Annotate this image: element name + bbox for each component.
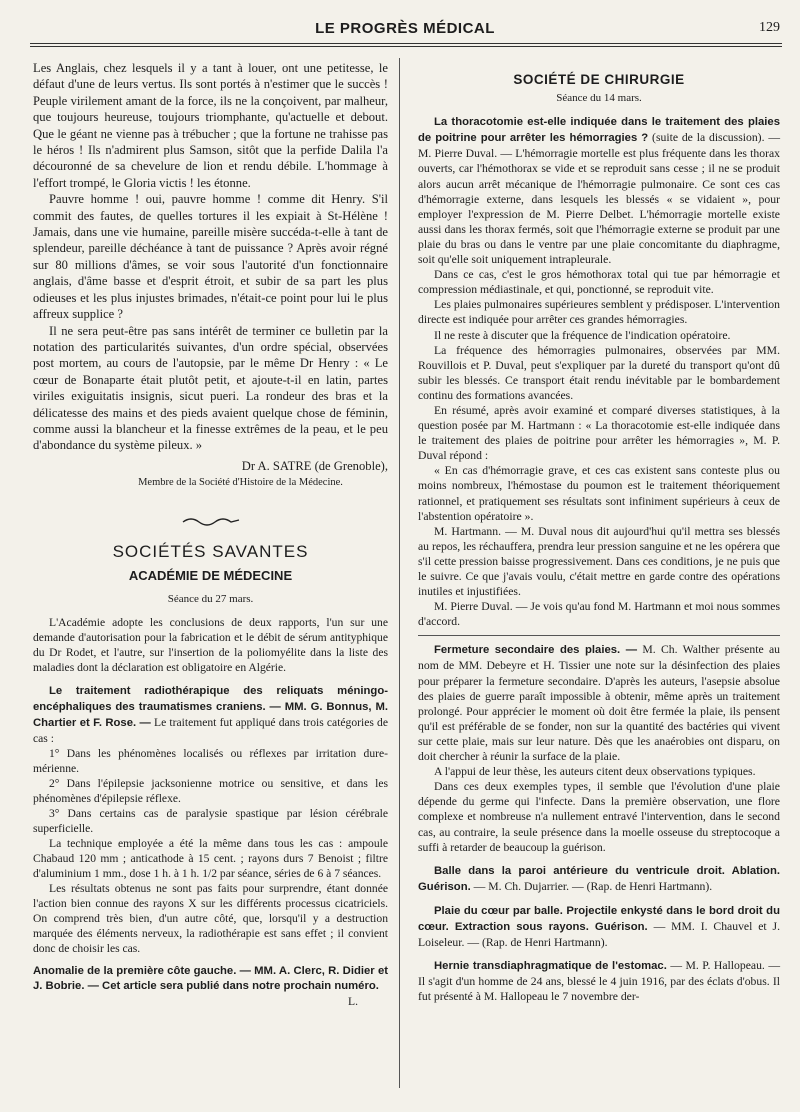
column-divider xyxy=(399,58,400,1088)
header-rule xyxy=(30,43,782,44)
right-column xyxy=(418,60,780,1004)
paragraph: Pauvre homme ! oui, pauvre homme ! comme dit Henry. S'il commit des fautes, de quelles tortures il les expiait à St-Hélène ! Jamais, dans une vie humaine, pareille misère succéda-t-elle à tant de splendeur, pareille déchéance à tant de puissance ? Après avoir régné sur 80 millions d'âmes, se voir sous l'autorité d'un fonctionnaire anglais, d'âme basse et d'esprit étroit, et subir de sa part les plus odieuses et les plus injustes brimades, n'était-ce point pour lui le plus affreux supplice ? xyxy=(33,192,388,322)
article-title: Hernie transdiaphragmatique de l'estomac. xyxy=(434,960,667,973)
article-title: La thoracotomie est-elle indiquée dans le traitement des plaies de poitrine pour arrêter les hémorragies ? xyxy=(418,116,780,145)
article xyxy=(418,958,780,1004)
article xyxy=(418,114,780,267)
article xyxy=(33,964,388,994)
paragraph: M. Pierre Duval. — Je vois qu'au fond M. Hartmann et moi nous sommes d'accord. xyxy=(418,600,780,629)
paragraph: Les résultats obtenus ne sont pas faits pour surprendre, étant donnée l'action bien connue des rayons X sur les différents processus cicatriciels. On comprend très bien, d'un autre côté, que, lorsqu'il y a destruction marquée des éléments nerveux, la radiothérapie est sans effet ; il convient donc de choisir les cas. xyxy=(33,882,388,956)
article-title: Anomalie de la première côte gauche. — MM. A. Clerc, R. Didier et J. Bobrie. — Cet article sera publié dans notre prochain numéro. xyxy=(33,965,388,993)
article-title: Le traitement radiothérapique des reliquats méningo-encéphaliques des traumatismes craniens. — MM. G. Bonnus, M. Chartier et F. Rose. — xyxy=(33,685,388,730)
left-column xyxy=(33,60,388,1009)
author-affiliation: Membre de la Société d'Histoire de la Médecine. xyxy=(138,477,343,489)
article-text: M. Ch. Walther présente au nom de MM. Debeyre et H. Tissier une note sur la désinfection des plaies pour préparer la fermeture secondaire. D'après les auteurs, l'asepsie absolue des plaies de guerre paraît impossible à obtenir, même après un traitement prolongé. Pour apprécier le moment où doit être fermée la plaie, ils pensent qu'il est préférable de se fonder, non sur la quantité des bactéries qui vivent sur cette plaie, mais sur leur nature. Dès que les anaérobies ont disparu, on doit chercher à réunir la surface de la plaie. xyxy=(418,643,780,764)
article-title: Plaie du cœur par balle. Projectile enkysté dans le bord droit du cœur. Extraction sous rayons. Guérison. xyxy=(418,904,780,933)
article-text: — MM. I. Chauvel et J. Loiseleur. — (Rap. de Henri Hartmann). xyxy=(418,919,781,950)
list-item: 2° Dans l'épilepsie jacksonienne motrice ou sensitive, et dans les phénomènes d'épilepsie réflexe. xyxy=(33,777,388,806)
article-text: Le traitement fut appliqué dans trois catégories de cas : xyxy=(33,716,388,746)
article-title: Balle dans la paroi antérieure du ventricule droit. Ablation. Guérison. xyxy=(418,864,780,893)
article-signature: L. xyxy=(348,995,358,1009)
article-text: — M. Ch. Dujarrier. — (Rap. de Henri Hartmann). xyxy=(473,879,713,893)
article-text: M. Pierre Duval. — L'hémorragie mortelle est plus fréquente dans les thorax ouverts, car l'hémothorax se vide et se reproduit sans cesse ; il ne se produit alors aucun arrêt mécanique de l'hémorragie pulmonaire. Ce sont ces cas d'hémorragie externe, dans lesquels les blessés « se vidaient », pour employer l'expression de M. Pierre Delbet. L'hémorragie mortelle existe aussi dans les thorax fermés, soit que l'hémorragie externe se produit par une plaie du bras ou dans le ventre par une plaie concomitante du diaphragme, soit qu'elle soit uniquement intrapleurale. xyxy=(418,147,780,267)
article xyxy=(418,863,780,895)
article xyxy=(418,642,780,764)
paragraph: L'Académie adopte les conclusions de deux rapports, l'un sur une demande d'autorisation pour la fabrication et le débit de sérum antityphique du Dr Rodet, et l'autre, sur l'insertion de la poliomyélite dans la liste des maladies dont la déclaration est obligatoire en Algérie. xyxy=(33,616,388,675)
paragraph: « En cas d'hémorragie grave, et ces cas existent sans conteste plus ou moins nombreux, l'hémostase du poumon est le traitement théoriquement rationnel, et pratiquement ses résultats sont infiniment supérieurs à ceux de l'abstention opératoire ». xyxy=(418,464,780,523)
article-title: Fermeture secondaire des plaies. — xyxy=(434,644,638,657)
journal-title: LE PROGRÈS MÉDICAL xyxy=(315,20,495,37)
seance-date: Séance du 14 mars. xyxy=(556,92,642,105)
section-title: SOCIÉTÉS SAVANTES xyxy=(112,541,309,561)
paragraph: Il ne reste à discuter que la fréquence de l'indication opératoire. xyxy=(434,328,731,342)
paragraph: Les Anglais, chez lesquels il y a tant à louer, ont une petitesse, le défaut d'une de leurs vertus. Ils sont portés à n'estimer que le succès ! Peuple virilement amant de la force, ils ne la conçoivent, par malheur, que toujours heureuse, toujours triomphante, qu'actuelle et debout. Que le géant ne vienne pas à trébucher ; que la fortune ne trahisse pas le héros ! Ils n'admirent plus Samson, sitôt que la perfide Dalila l'a découronné de sa chevelure de lion et rendu débile. L'hommage à l'effort trompé, le Gloria victis ! les étonne. xyxy=(33,61,388,190)
paragraph: En résumé, après avoir examiné et comparé diverses statistiques, à la question posée par M. Hartmann : « La thoracotomie est-elle indiquée dans le traitement des plaies de poitrine pour arrêter les hémorragies », M. P. Duval répond : xyxy=(418,403,780,463)
paragraph: Il ne sera peut-être pas sans intérêt de terminer ce bulletin par la notation des particularités suivantes, d'un ordre spécial, observées post mortem, au cours de l'autopsie, par le même Dr Henry : « Le cœur de Bonaparte était plutôt petit, et ajoute-t-il en latin, partes viriles exiguitatis insignis, sicut pueri. La rondeur des bras et la délicatesse des mains et des pieds avaient quelque chose de féminin, comme aussi la blancheur et la finesse extrêmes de la peau, et le peu d'abondance du système pileux. » xyxy=(33,323,388,453)
header-rule-2 xyxy=(30,46,782,47)
seance-date: Séance du 27 mars. xyxy=(167,592,254,605)
paragraph: A l'appui de leur thèse, les auteurs citent deux observations typiques. xyxy=(434,765,756,779)
paragraph: Les plaies pulmonaires supérieures semblent y prédisposer. L'intervention directe est indiquée pour arrêter ces grandes hémorragies. xyxy=(418,298,780,327)
paragraph: M. Hartmann. — M. Duval nous dit aujourd'hui qu'il mettra ses blessés au repos, les réchauffera, prendra leur pression sanguine et ne les opérera que s'il cette pression baisse progressivement. Dans ces conditions, je ne puis que le suivre. Ce que j'avais voulu, c'était mettre en garde contre des opérations inutiles et injustifiées. xyxy=(418,524,780,599)
author-signature: Dr A. SATRE (de Grenoble), xyxy=(241,458,388,473)
list-item: 3° Dans certains cas de paralysie spastique par lésion cérébrale superficielle. xyxy=(33,807,388,836)
section-title: SOCIÉTÉ DE CHIRURGIE xyxy=(513,72,685,87)
subsection-title: ACADÉMIE DE MÉDECINE xyxy=(128,568,293,584)
page-header xyxy=(30,18,780,42)
paragraph: Dans ce cas, c'est le gros hémothorax total qui tue par hémorragie et compression médiastinale, et qui, ponctionné, se reproduit vite. xyxy=(418,268,780,297)
paragraph: La fréquence des hémorragies pulmonaires, observées par MM. Rouvillois et P. Duval, peut s'expliquer par la dureté du transport qu'ont dû subir les blessés. Ce transport était rendu inévitable par le bombardement continu des formations avancées. xyxy=(418,343,780,402)
list-item: 1° Dans les phénomènes localisés ou réflexes par irritation dure-mérienne. xyxy=(33,747,388,776)
paragraph: Dans ces deux exemples types, il semble que l'évolution d'une plaie dépende du germe qui l'infecte. Dans la première observation, une flore complexe et nombreuse n'a nullement entravé l'intervention, dans le second cas, au contraire, la seule présence dans la moelle osseuse du streptocoque a suffi à retarder de beaucoup la guérison. xyxy=(418,780,780,854)
paragraph: La technique employée a été la même dans tous les cas : ampoule Chabaud 120 mm ; anticathode à 15 cent. ; rayons durs 7 Benoist ; filtre d'aluminium 1 mm., dose 1 h. à 1 h. 1/2 par séance, séries de 6 à 7 séances. xyxy=(33,837,388,881)
article xyxy=(418,903,780,950)
article-note: (suite de la discussion). — xyxy=(652,131,781,145)
article xyxy=(33,683,388,746)
article-text: — M. P. Hallopeau. — Il s'agit d'un homme de 24 ans, blessé le 4 juin 1916, par des éclats d'obus. Il fut présenté à M. Hallopeau le 7 novembre der- xyxy=(418,959,781,1004)
page-number: 129 xyxy=(759,20,780,35)
ornament-divider xyxy=(33,514,388,530)
article-separator xyxy=(418,635,780,636)
